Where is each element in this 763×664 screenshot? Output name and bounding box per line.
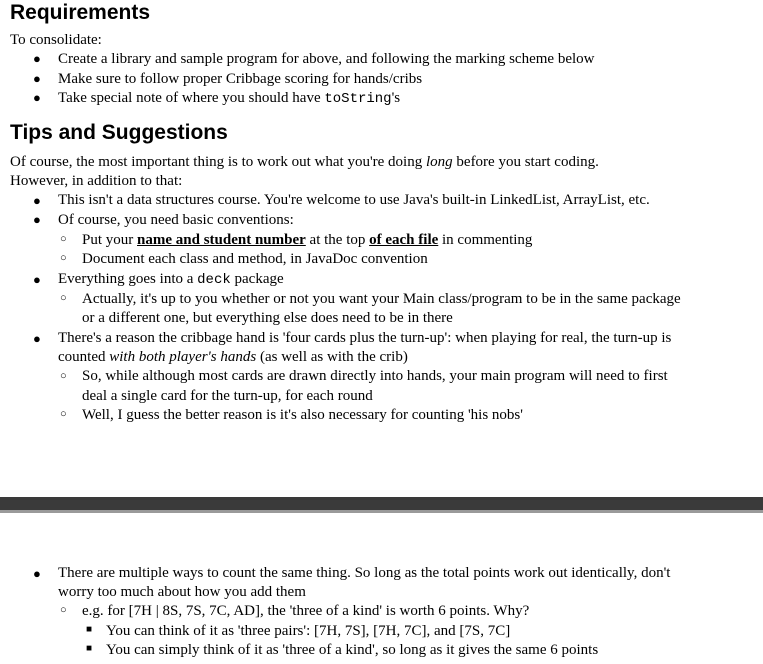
- code-tostring: toString: [324, 91, 392, 107]
- page-divider: [0, 497, 763, 510]
- list-item: Make sure to follow proper Cribbage scoring for hands/cribs: [58, 71, 423, 87]
- sub-list-item: So, while although most cards are drawn directly into hands, your main program will need to first: [82, 368, 668, 384]
- sub-list-item: Document each class and method, in JavaDoc convention: [82, 251, 428, 267]
- sub-list-item: Well, I guess the better reason is it's also necessary for counting 'his nobs': [82, 407, 523, 423]
- bullet-icon: ●: [33, 272, 41, 287]
- list-item: There are multiple ways to count the same thing. So long as the total points work out identically, don't: [58, 565, 671, 581]
- tips-heading: Tips and Suggestions: [10, 121, 228, 144]
- circle-bullet-icon: ○: [60, 604, 67, 616]
- circle-bullet-icon: ○: [60, 233, 67, 245]
- circle-bullet-icon: ○: [60, 252, 67, 264]
- sub-list-item: Put your name and student number at the top of each file in commenting: [82, 232, 533, 248]
- circle-bullet-icon: ○: [60, 408, 67, 420]
- requirements-intro: To consolidate:: [10, 32, 102, 48]
- list-item-cont: counted with both player's hands (as well as with the crib): [58, 349, 408, 365]
- sub-list-item-cont: deal a single card for the turn-up, for each round: [82, 388, 373, 404]
- requirements-heading: Requirements: [10, 1, 151, 24]
- square-bullet-icon: ■: [86, 643, 93, 654]
- sub-list-item: e.g. for [7H | 8S, 7S, 7C, AD], the 'three of a kind' is worth 6 points. Why?: [82, 603, 530, 619]
- sub-sub-list-item: You can simply think of it as 'three of a kind', so long as it gives the same 6 points: [106, 642, 599, 658]
- list-item: This isn't a data structures course. You're welcome to use Java's built-in LinkedList, ArrayList, etc.: [58, 192, 650, 208]
- bullet-icon: ●: [33, 212, 41, 227]
- list-item: Create a library and sample program for above, and following the marking scheme below: [58, 51, 595, 67]
- sub-list-item-cont: or a different one, but everything else does need to be in there: [82, 310, 453, 326]
- tips-intro-2: However, in addition to that:: [10, 173, 183, 189]
- code-deck: deck: [197, 272, 231, 288]
- sub-sub-list-item: You can think of it as 'three pairs': [7H, 7S], [7H, 7C], and [7S, 7C]: [106, 623, 511, 639]
- list-item: Everything goes into a deck package: [58, 271, 284, 288]
- bullet-icon: ●: [33, 331, 41, 346]
- sub-list-item: Actually, it's up to you whether or not you want your Main class/program to be in the same package: [82, 291, 681, 307]
- circle-bullet-icon: ○: [60, 370, 67, 382]
- list-item: Take special note of where you should have toString's: [58, 90, 401, 107]
- list-item: Of course, you need basic conventions:: [58, 212, 294, 228]
- page-divider-edge: [0, 510, 763, 513]
- bullet-icon: ●: [33, 71, 41, 86]
- bullet-icon: ●: [33, 51, 41, 66]
- square-bullet-icon: ■: [86, 624, 93, 635]
- tips-intro: Of course, the most important thing is to work out what you're doing long before you start coding.: [10, 154, 599, 170]
- circle-bullet-icon: ○: [60, 292, 67, 304]
- bullet-icon: ●: [33, 90, 41, 105]
- bullet-icon: ●: [33, 566, 41, 581]
- list-item: There's a reason the cribbage hand is 'four cards plus the turn-up': when playing for real, the turn-up is: [58, 330, 672, 346]
- bullet-icon: ●: [33, 193, 41, 208]
- list-item-cont: worry too much about how you add them: [58, 584, 306, 600]
